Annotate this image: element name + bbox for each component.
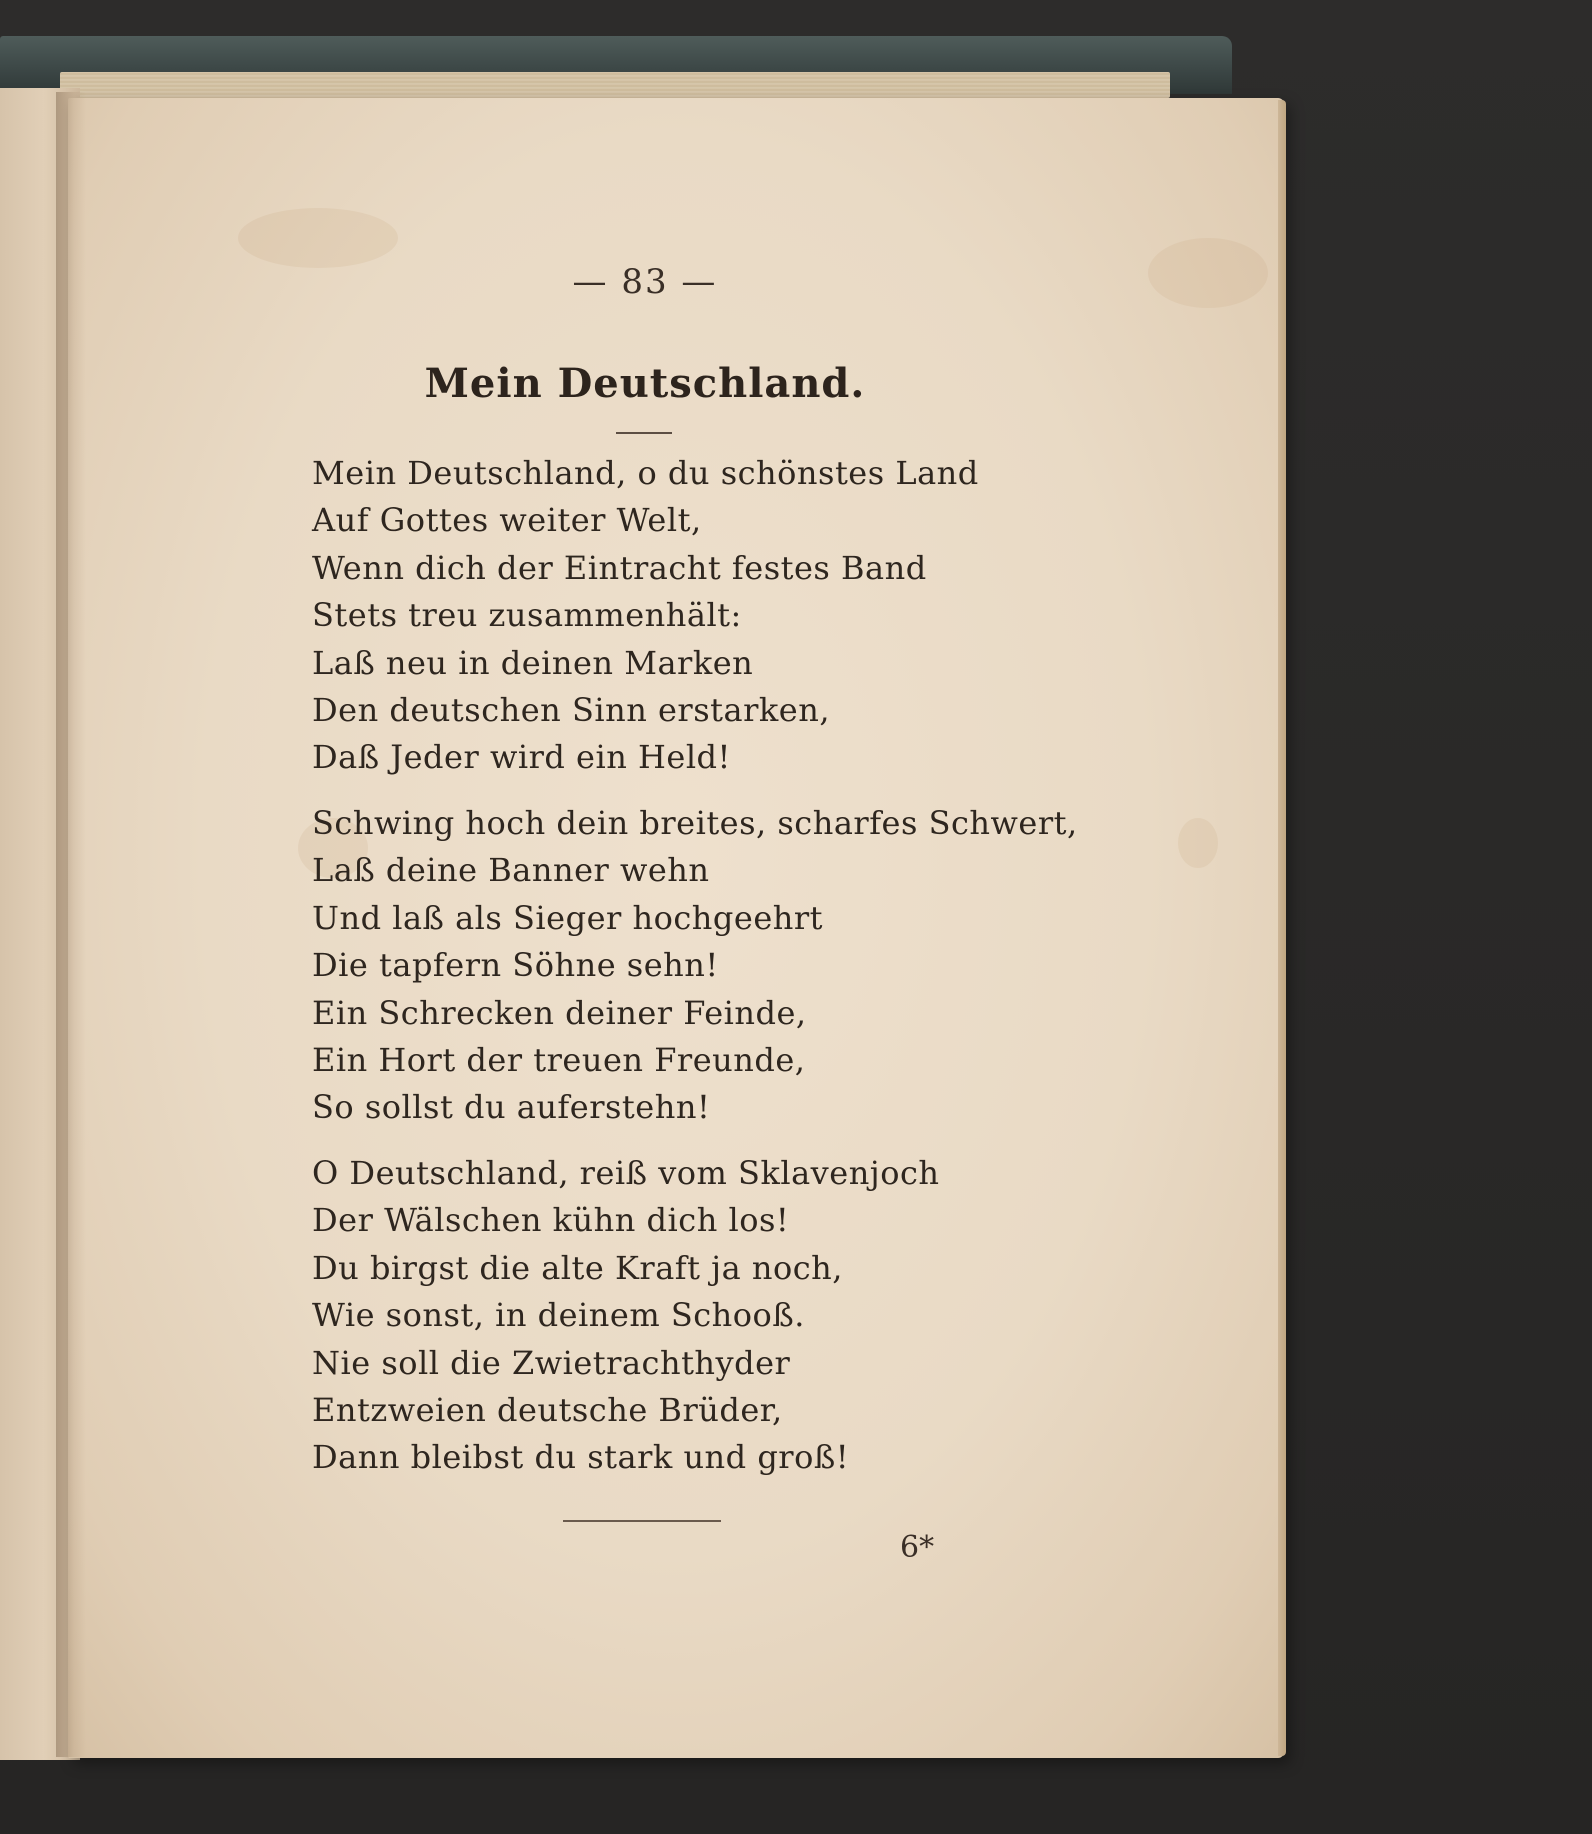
poem-line: Mein Deutschland, o du schönstes Land — [312, 454, 979, 492]
poem-line: Dann bleibst du stark und groß! — [312, 1438, 850, 1477]
poem-line: Den deutschen Sinn erstarken, — [312, 690, 830, 729]
paper-stain — [238, 208, 398, 268]
poem-line: Entzweien deutsche Brüder, — [312, 1390, 783, 1429]
poem-line: Wie sonst, in deinem Schooß. — [312, 1296, 805, 1335]
stanza — [312, 800, 1078, 1132]
poem-line: Laß neu in deinen Marken — [312, 643, 754, 682]
poem-title: Mein Deutschland. — [424, 360, 866, 407]
page-number: — 83 — — [572, 262, 718, 302]
poem-line: Auf Gottes weiter Welt, — [312, 501, 702, 540]
poem-line: Die tapfern Söhne sehn! — [312, 946, 719, 985]
signature-mark: 6* — [900, 1530, 935, 1565]
poem-line: Schwing hoch dein breites, scharfes Schwert, — [312, 804, 1078, 842]
page-edges — [60, 72, 1170, 98]
poem-line: Der Wälschen kühn dich los! — [312, 1201, 790, 1240]
title-divider — [616, 432, 672, 434]
poem-line: Daß Jeder wird ein Held! — [312, 738, 731, 777]
poem-line: Du birgst die alte Kraft ja noch, — [312, 1248, 843, 1287]
poem-line: So sollst du auferstehn! — [312, 1088, 711, 1127]
page-edge — [1278, 100, 1286, 1756]
poem-line: Wenn dich der Eintracht festes Band — [312, 548, 927, 587]
poem-line: Laß deine Banner wehn — [312, 851, 710, 890]
poem-line: Ein Hort der treuen Freunde, — [312, 1040, 806, 1079]
paper-stain — [1148, 238, 1268, 308]
book-gutter — [56, 92, 86, 1757]
poem-line: Nie soll die Zwietrachthyder — [312, 1343, 791, 1382]
poem-line: O Deutschland, reiß vom Sklavenjoch — [312, 1154, 940, 1192]
poem-line: Und laß als Sieger hochgeehrt — [312, 898, 824, 937]
stanza — [312, 450, 1072, 782]
paper-stain — [1178, 818, 1218, 868]
poem-line: Stets treu zusammenhält: — [312, 596, 742, 635]
poem-line: Ein Schrecken deiner Feinde, — [312, 993, 807, 1032]
stanza — [312, 1150, 1072, 1482]
end-divider — [563, 1520, 721, 1522]
